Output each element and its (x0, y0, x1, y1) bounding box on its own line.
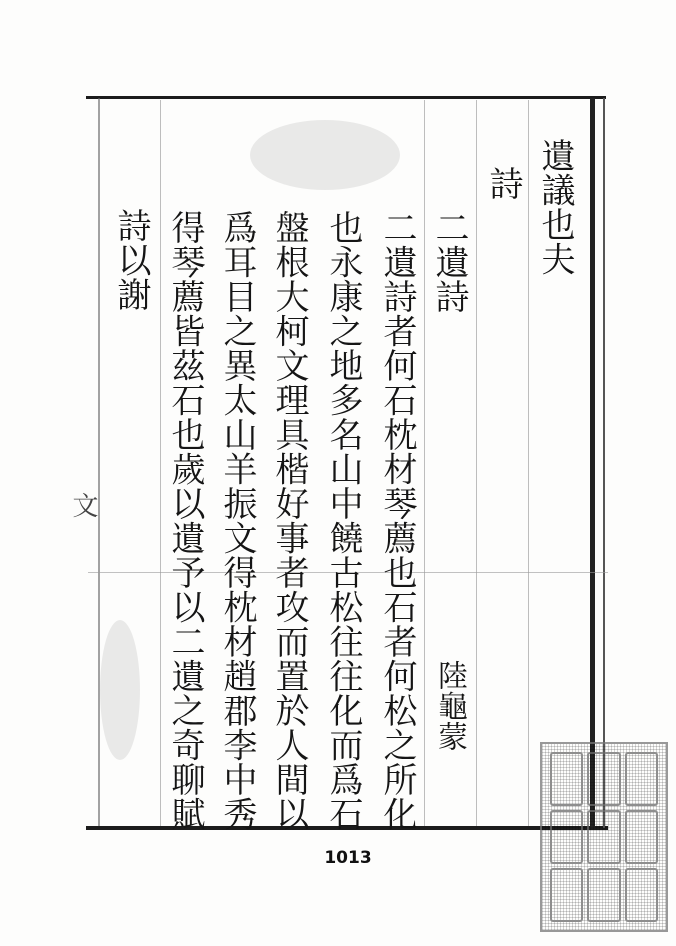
seal-glyph (625, 868, 658, 922)
text-column-9: 詩以謝 (111, 208, 151, 312)
text-column-6: 盤根大柯文理具楷好事者攻而置於人間以 (269, 210, 309, 831)
column-divider (160, 100, 161, 826)
column-divider (476, 100, 477, 826)
seal-glyph (625, 752, 658, 806)
column-divider (424, 100, 425, 826)
seal-glyph (550, 810, 583, 864)
text-column-8: 得琴薦皆茲石也歲以遺予以二遺之奇聊賦 (165, 210, 205, 831)
text-column-5: 也永康之地多名山中饒古松往往化而爲石 (323, 210, 363, 831)
top-border-rule (86, 96, 606, 99)
text-column-4: 二遺詩者何石枕材琴薦也石者何松之所化 (377, 210, 417, 831)
text-column-1: 遺議也夫 (535, 138, 575, 276)
seal-glyph (550, 752, 583, 806)
margin-mark: 文 (68, 492, 98, 519)
text-column-7: 爲耳目之異太山羊振文得枕材趙郡李中秀 (217, 210, 257, 831)
poem-author: 陸龜蒙 (432, 660, 467, 752)
right-outer-border-rule (603, 98, 605, 828)
scan-smudge (100, 620, 140, 760)
page-number: 1013 (324, 848, 372, 868)
right-border-rule (590, 98, 595, 828)
seal-glyph (587, 868, 620, 922)
seal-glyph (587, 810, 620, 864)
seal-glyph (625, 810, 658, 864)
seal-glyph (587, 752, 620, 806)
column-divider (528, 100, 529, 826)
library-seal (540, 742, 668, 932)
poem-title: 二遺詩 (429, 210, 469, 314)
left-border-rule (98, 98, 100, 826)
heading-shi: 詩 (483, 166, 523, 201)
seal-glyph (550, 868, 583, 922)
scan-smudge (250, 120, 400, 190)
